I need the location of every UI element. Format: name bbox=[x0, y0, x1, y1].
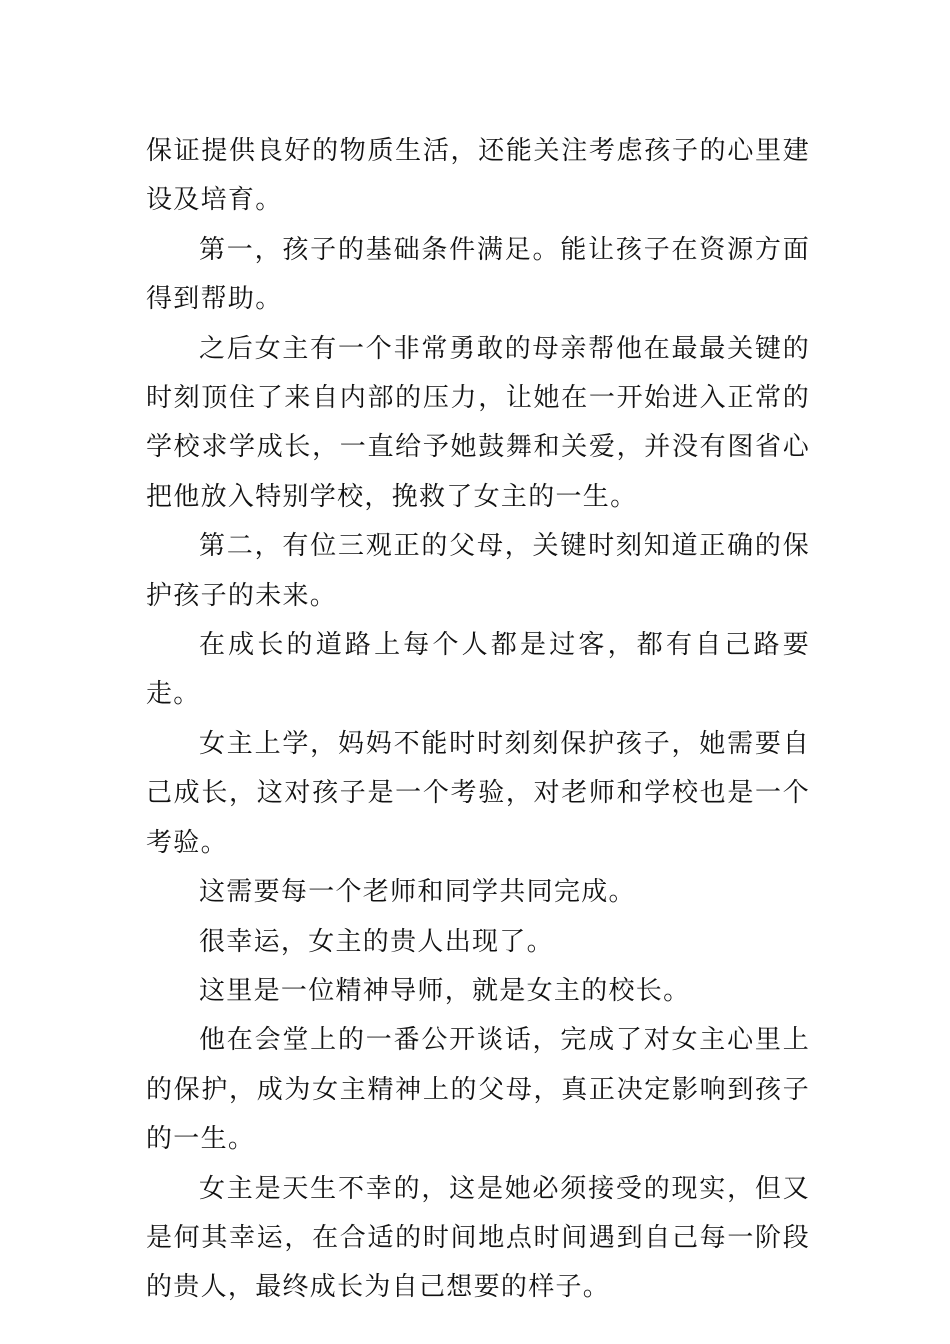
paragraph: 这需要每一个老师和同学共同完成。 bbox=[199, 877, 636, 908]
paragraph: 在成长的道路上每个人都是过客，都有自己路要走。 bbox=[146, 630, 810, 710]
paragraph: 女主上学，妈妈不能时时刻刻保护孩子，她需要自己成长，这对孩子是一个考验，对老师和学校也是一个考验。 bbox=[146, 728, 810, 858]
paragraph: 保证提供良好的物质生活，还能关注考虑孩子的心里建设及培育。 bbox=[146, 136, 810, 216]
paragraph: 这里是一位精神导师，就是女主的校长。 bbox=[199, 975, 691, 1006]
paragraph: 之后女主有一个非常勇敢的母亲帮他在最最关键的时刻顶住了来自内部的压力，让她在一开始进入正常的学校求学成长，一直给予她鼓舞和关爱，并没有图省心把他放入特别学校，挽救了女主的一生。 bbox=[146, 333, 810, 512]
paragraph: 女主是天生不幸的，这是她必须接受的现实，但又是何其幸运，在合适的时间地点时间遇到自己每一阶段的贵人，最终成长为自己想要的样子。 bbox=[146, 1173, 810, 1303]
paragraph: 很幸运，女主的贵人出现了。 bbox=[199, 926, 554, 957]
paragraph: 他在会堂上的一番公开谈话，完成了对女主心里上的保护，成为女主精神上的父母，真正决定影响到孩子的一生。 bbox=[146, 1025, 810, 1155]
paragraph: 第二，有位三观正的父母，关键时刻知道正确的保护孩子的未来。 bbox=[146, 531, 810, 611]
document-body bbox=[146, 127, 810, 1313]
paragraph: 第一，孩子的基础条件满足。能让孩子在资源方面得到帮助。 bbox=[146, 234, 810, 315]
